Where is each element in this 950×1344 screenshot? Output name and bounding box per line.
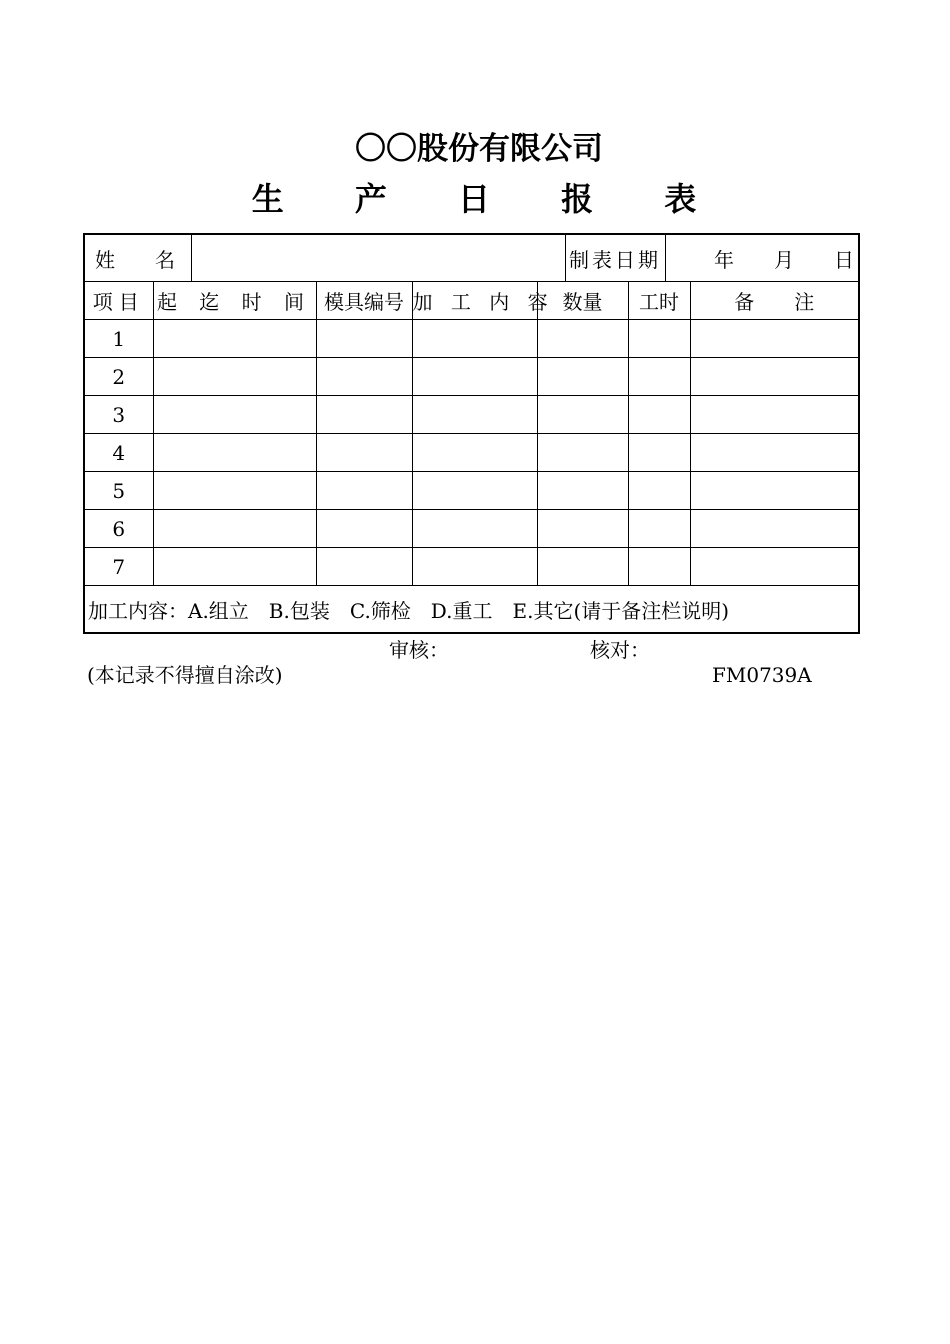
process-cell[interactable] [412,434,537,472]
row-number: 5 [84,472,153,510]
no-alteration-note: (本记录不得擅自涂改) [87,663,283,687]
row-number: 1 [84,320,153,358]
col-process: 加 工 内 容 [412,282,537,320]
quantity-cell[interactable] [537,434,628,472]
hours-cell[interactable] [628,510,690,548]
hours-cell[interactable] [628,358,690,396]
time-cell[interactable] [153,320,316,358]
form-code: FM0739A [712,663,812,687]
header-row [84,234,859,282]
row-number: 2 [84,358,153,396]
mold-cell[interactable] [316,358,412,396]
process-cell[interactable] [412,320,537,358]
time-cell[interactable] [153,472,316,510]
quantity-cell[interactable] [537,472,628,510]
time-cell[interactable] [153,510,316,548]
col-hours: 工时 [628,282,690,320]
name-label: 姓 名 [84,234,191,282]
report-title: 生 产 日 报 表 [251,180,727,218]
quantity-cell[interactable] [537,510,628,548]
quantity-cell[interactable] [537,320,628,358]
mold-cell[interactable] [316,548,412,586]
column-header-row [84,282,859,320]
mold-cell[interactable] [316,396,412,434]
remarks-cell[interactable] [690,434,859,472]
remarks-cell[interactable] [690,472,859,510]
time-cell[interactable] [153,358,316,396]
col-time: 起 迄 时 间 [153,282,316,320]
check-label: 核对： [590,638,650,662]
production-report-table [83,233,860,634]
hours-cell[interactable] [628,396,690,434]
time-cell[interactable] [153,434,316,472]
remarks-cell[interactable] [690,358,859,396]
row-number: 7 [84,548,153,586]
process-cell[interactable] [412,548,537,586]
table-row [84,358,859,396]
company-name: 〇〇股份有限公司 [355,131,603,167]
table-row [84,472,859,510]
remarks-cell[interactable] [690,548,859,586]
time-cell[interactable] [153,396,316,434]
col-quantity: 数量 [537,282,628,320]
mold-cell[interactable] [316,434,412,472]
quantity-cell[interactable] [537,358,628,396]
process-code-legend: 加工内容：A.组立 B.包装 C.筛检 D.重工 E.其它(请于备注栏说明) [84,586,859,634]
hours-cell[interactable] [628,434,690,472]
hours-cell[interactable] [628,472,690,510]
process-cell[interactable] [412,396,537,434]
footnote-row [84,586,859,634]
remarks-cell[interactable] [690,320,859,358]
mold-cell[interactable] [316,472,412,510]
mold-cell[interactable] [316,320,412,358]
mold-cell[interactable] [316,510,412,548]
row-number: 4 [84,434,153,472]
time-cell[interactable] [153,548,316,586]
hours-cell[interactable] [628,548,690,586]
remarks-cell[interactable] [690,396,859,434]
table-row [84,510,859,548]
name-field[interactable] [191,234,565,282]
row-number: 6 [84,510,153,548]
table-row [84,396,859,434]
quantity-cell[interactable] [537,548,628,586]
table-row [84,434,859,472]
table-row [84,548,859,586]
review-label: 审核： [389,638,449,662]
col-remarks: 备 注 [690,282,859,320]
remarks-cell[interactable] [690,510,859,548]
quantity-cell[interactable] [537,396,628,434]
process-cell[interactable] [412,358,537,396]
col-mold-no: 模具编号 [316,282,412,320]
date-field[interactable]: 年 月 日 [665,234,859,282]
date-label: 制表日期 [565,234,665,282]
process-cell[interactable] [412,472,537,510]
process-cell[interactable] [412,510,537,548]
hours-cell[interactable] [628,320,690,358]
row-number: 3 [84,396,153,434]
col-item: 项目 [84,282,153,320]
table-row [84,320,859,358]
